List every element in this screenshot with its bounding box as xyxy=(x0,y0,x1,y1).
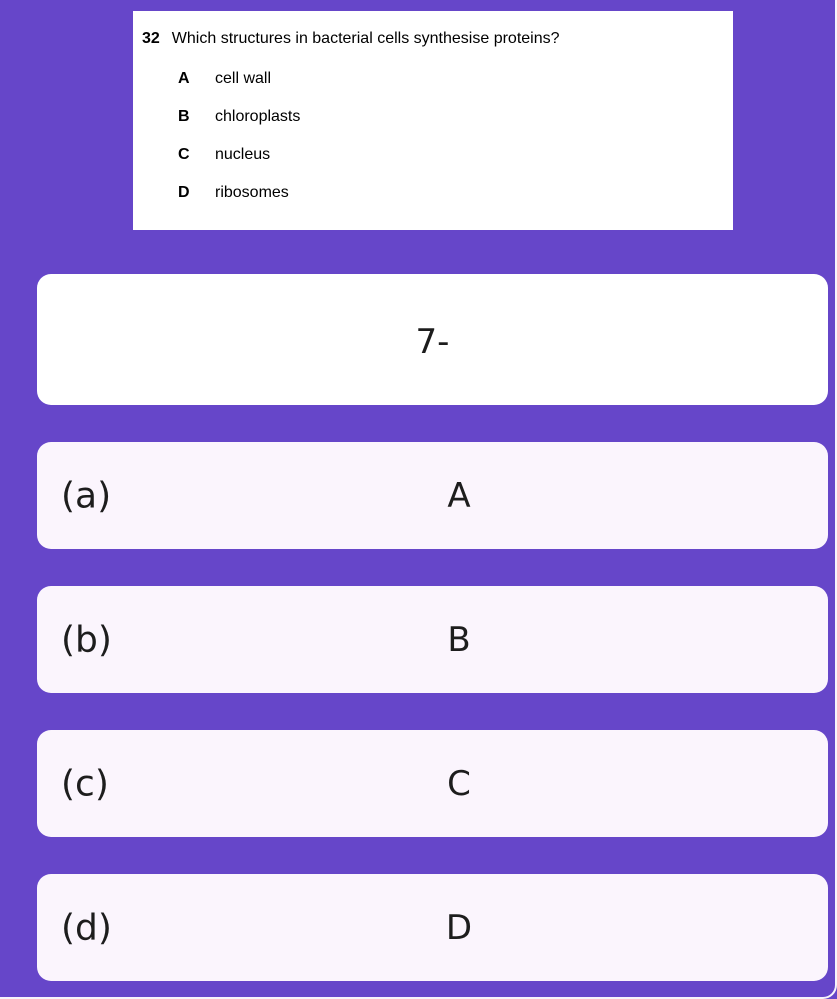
answer-value: C xyxy=(447,763,471,804)
question-number-card xyxy=(37,274,828,405)
question-option-a xyxy=(178,70,271,88)
option-text: chloroplasts xyxy=(215,108,301,125)
answer-option-d[interactable] xyxy=(37,874,828,981)
answer-label: (d) xyxy=(61,907,112,948)
option-text: cell wall xyxy=(215,70,272,87)
option-letter: C xyxy=(178,146,190,163)
question-option-b xyxy=(178,108,300,126)
option-text: nucleus xyxy=(215,146,271,163)
answer-value: B xyxy=(447,619,471,660)
option-text: ribosomes xyxy=(215,184,289,201)
answer-value: D xyxy=(445,907,473,948)
option-letter: B xyxy=(178,108,190,125)
question-number: 32 xyxy=(142,30,160,47)
question-option-c xyxy=(178,146,270,164)
question-option-d xyxy=(178,184,289,202)
answer-value: A xyxy=(447,475,471,516)
option-letter: D xyxy=(178,184,190,201)
question-line xyxy=(142,30,560,48)
answer-option-b[interactable] xyxy=(37,586,828,693)
answer-label: (c) xyxy=(61,763,109,804)
answer-label: (a) xyxy=(61,475,112,516)
answer-option-c[interactable] xyxy=(37,730,828,837)
question-text: Which structures in bacterial cells synthesise proteins? xyxy=(171,30,560,47)
question-index-label: 7- xyxy=(415,321,450,362)
question-image xyxy=(133,11,733,230)
answer-label: (b) xyxy=(61,619,112,660)
option-letter: A xyxy=(178,70,190,87)
answer-option-a[interactable] xyxy=(37,442,828,549)
